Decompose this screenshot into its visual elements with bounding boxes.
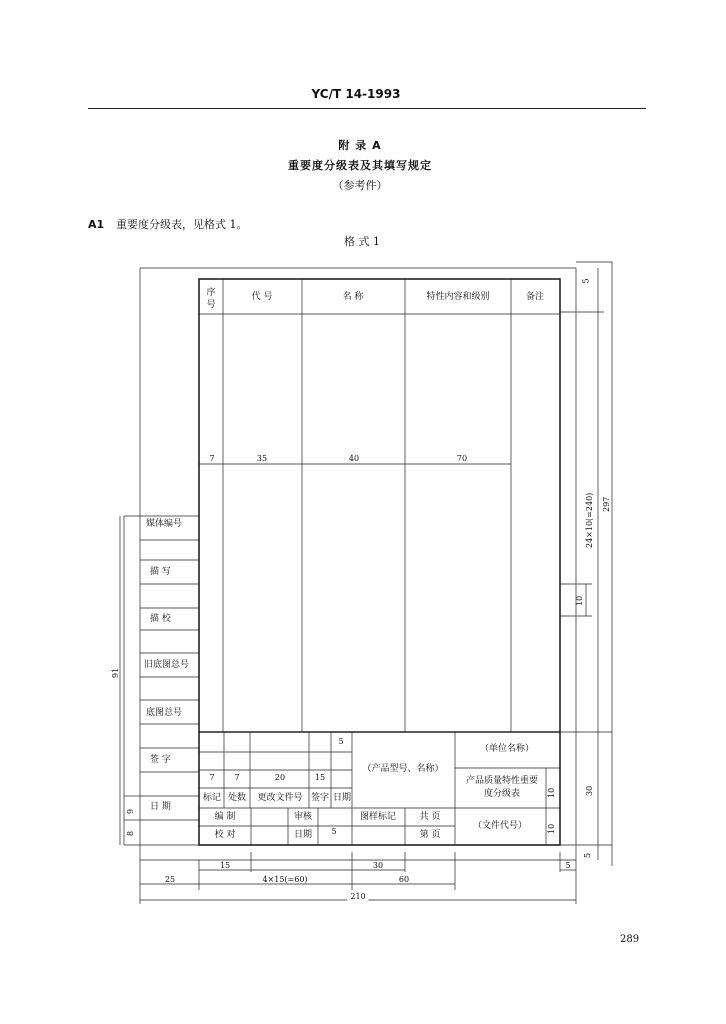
dim-10: 10 (575, 595, 584, 606)
dim-b4x15: 4×15(=60) (262, 875, 308, 884)
dim-b25: 25 (164, 875, 176, 884)
side-media-no: 媒体编号 (146, 519, 183, 529)
section-text: 重要度分级表，见格式 1。 (116, 218, 248, 231)
header-seq: 序号 (206, 288, 216, 310)
dim-b210: 210 (347, 893, 368, 901)
dim-7a: 7 (209, 773, 215, 782)
dim-10b: 10 (547, 823, 556, 834)
dim-7b: 7 (234, 773, 240, 782)
dim-9: 9 (126, 808, 135, 814)
tb-total-pages: 共 页 (419, 812, 441, 822)
dim-20: 20 (274, 773, 286, 782)
side-base: 底图总号 (146, 708, 183, 718)
tb-date2: 日期 (293, 830, 313, 840)
dim-15: 15 (314, 773, 326, 782)
header-feature: 特性内容和级别 (426, 292, 490, 302)
format-label: 格 式 1 (344, 235, 380, 248)
dim-5-top: 5 (581, 278, 591, 284)
width-feature: 70 (456, 454, 468, 463)
width-name: 40 (348, 454, 360, 463)
tb-sample-mark: 图样标记 (359, 812, 397, 822)
tb-signature: 签字 (310, 793, 330, 803)
tb-date: 日期 (332, 793, 352, 803)
tb-mark: 标记 (202, 793, 222, 803)
doc-code: （文件代号） (472, 821, 528, 831)
dim-5b: 5 (331, 827, 337, 836)
tb-page-no: 第 页 (419, 830, 441, 840)
tb-places: 处数 (227, 793, 247, 803)
dim-b5: 5 (565, 861, 571, 870)
unit-name: （单位名称） (479, 744, 535, 754)
tb-change-no: 更改文件号 (257, 793, 303, 803)
appendix-label: 附 录 A (338, 139, 382, 152)
side-old-base: 旧底图总号 (144, 660, 190, 670)
doc-title: 产品质量特性重要度分级表 (465, 776, 538, 799)
standard-code: YC/T 14-1993 (311, 87, 401, 101)
width-code: 35 (256, 454, 268, 463)
dim-91: 91 (111, 667, 120, 678)
header-code: 代 号 (251, 292, 273, 302)
dim-b15: 15 (219, 861, 231, 870)
dim-8: 8 (126, 830, 135, 836)
dim-10a: 10 (547, 787, 556, 798)
dim-b60: 60 (398, 875, 410, 884)
tb-checked: 校 对 (214, 830, 236, 840)
dim-5a: 5 (338, 737, 344, 746)
dim-24x10: 24×10(=240) (585, 492, 594, 548)
product-name: （产品型号、名称） (362, 764, 444, 774)
side-proof: 描 校 (150, 614, 171, 624)
dim-30: 30 (585, 785, 594, 796)
side-date: 日 期 (150, 802, 171, 812)
tb-prepared: 编 制 (214, 812, 236, 822)
page-number: 289 (620, 934, 640, 945)
side-sign: 签 字 (150, 755, 171, 765)
tb-review: 审核 (293, 812, 313, 822)
section-number: A1 (88, 218, 105, 231)
dim-5-right: 5 (583, 852, 592, 858)
appendix-title: 重要度分级表及其填写规定 (288, 159, 432, 172)
width-seq: 7 (209, 454, 215, 463)
header-name: 名 称 (342, 292, 364, 302)
appendix-note: （参考件） (332, 179, 388, 192)
dim-b30: 30 (372, 861, 384, 870)
header-remark: 备注 (525, 292, 545, 302)
side-copy: 描 写 (150, 567, 171, 577)
dim-297: 297 (602, 496, 611, 512)
